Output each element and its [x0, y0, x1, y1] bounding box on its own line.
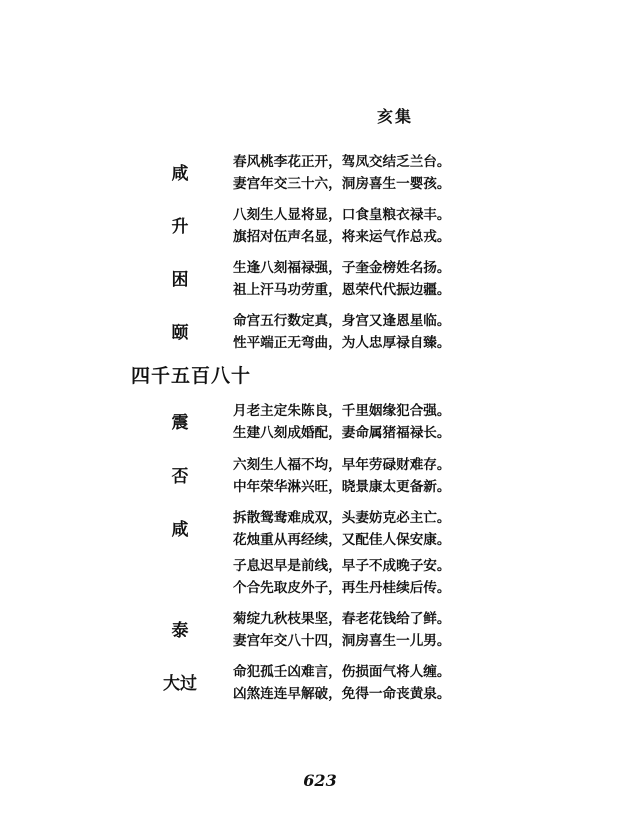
verse-line: 妻宫年交三十六，洞房喜生一婴孩。 [233, 176, 451, 192]
verse-line: 祖上汗马功劳重，恩荣代代振边疆。 [233, 282, 451, 298]
verse-line: 妻宫年交八十四，洞房喜生一儿男。 [233, 633, 451, 649]
verse-entry [0, 257, 640, 301]
verse-entry [0, 555, 640, 599]
verse-line: 月老主定朱陈良，千里姻缘犯合强。 [233, 403, 451, 419]
verse-line: 旗招对伍声名显，将来运气作总戎。 [233, 229, 451, 245]
verse-line: 菊绽九秋枝果坚，春老花钱给了鲜。 [233, 611, 451, 627]
hexagram-name: 升 [171, 217, 189, 237]
verse-entry [0, 454, 640, 498]
hexagram-name: 咸 [171, 164, 189, 184]
verse-entry [0, 608, 640, 652]
verse-line: 生逢八刻福禄强，子奎金榜姓名扬。 [233, 260, 451, 276]
verse-text [233, 454, 451, 498]
verse-line: 拆散鸳鸯难成双，头妻妨克必主亡。 [233, 510, 451, 526]
verse-text [233, 204, 451, 248]
hexagram-name: 颐 [171, 323, 189, 343]
verse-entry [0, 661, 640, 705]
verse-entry [0, 310, 640, 354]
verse-line: 命犯孤壬凶难言，伤损面气将人缠。 [233, 664, 451, 680]
verse-text [233, 310, 451, 354]
verse-text [233, 507, 451, 551]
running-header: 亥集 [377, 107, 414, 126]
verse-line: 中年荣华淋兴旺，晓景康太更备新。 [233, 479, 451, 495]
verse-entry [0, 507, 640, 551]
verse-line: 六刻生人福不均，早年劳碌财难存。 [233, 457, 451, 473]
verse-line: 命宫五行数定真，身宫又逢恩星临。 [233, 313, 451, 329]
hexagram-name: 咸 [171, 520, 189, 540]
verse-line: 性平端正无弯曲，为人忠厚禄自臻。 [233, 335, 451, 351]
verse-line: 春风桃李花正开，驾凤交结乏兰台。 [233, 154, 451, 170]
section-heading: 四千五百八十 [131, 365, 252, 387]
verse-line: 八刻生人显将显，口食皇粮衣禄丰。 [233, 207, 451, 223]
verse-line: 生建八刻成婚配，妻命属猪福禄长。 [233, 425, 451, 441]
verse-line: 个合先取皮外子，再生丹桂续后传。 [233, 580, 451, 596]
verse-entry [0, 151, 640, 195]
verse-text [233, 400, 451, 444]
verse-entry [0, 204, 640, 248]
verse-text [233, 151, 451, 195]
hexagram-name: 大过 [163, 674, 197, 694]
hexagram-name: 泰 [171, 621, 189, 641]
hexagram-name: 困 [171, 270, 189, 290]
verse-text [233, 661, 451, 705]
verse-line: 花烛重从再经续，又配佳人保安康。 [233, 532, 451, 548]
verse-text [233, 555, 451, 599]
verse-line: 凶煞连连早解破，免得一命丧黄泉。 [233, 686, 451, 702]
hexagram-name: 震 [171, 413, 189, 433]
verse-text [233, 257, 451, 301]
page-number: 623 [303, 771, 337, 790]
hexagram-name: 否 [171, 467, 189, 487]
verse-line: 子息迟早是前线，早子不成晚子安。 [233, 558, 451, 574]
verse-text [233, 608, 451, 652]
verse-entry [0, 400, 640, 444]
